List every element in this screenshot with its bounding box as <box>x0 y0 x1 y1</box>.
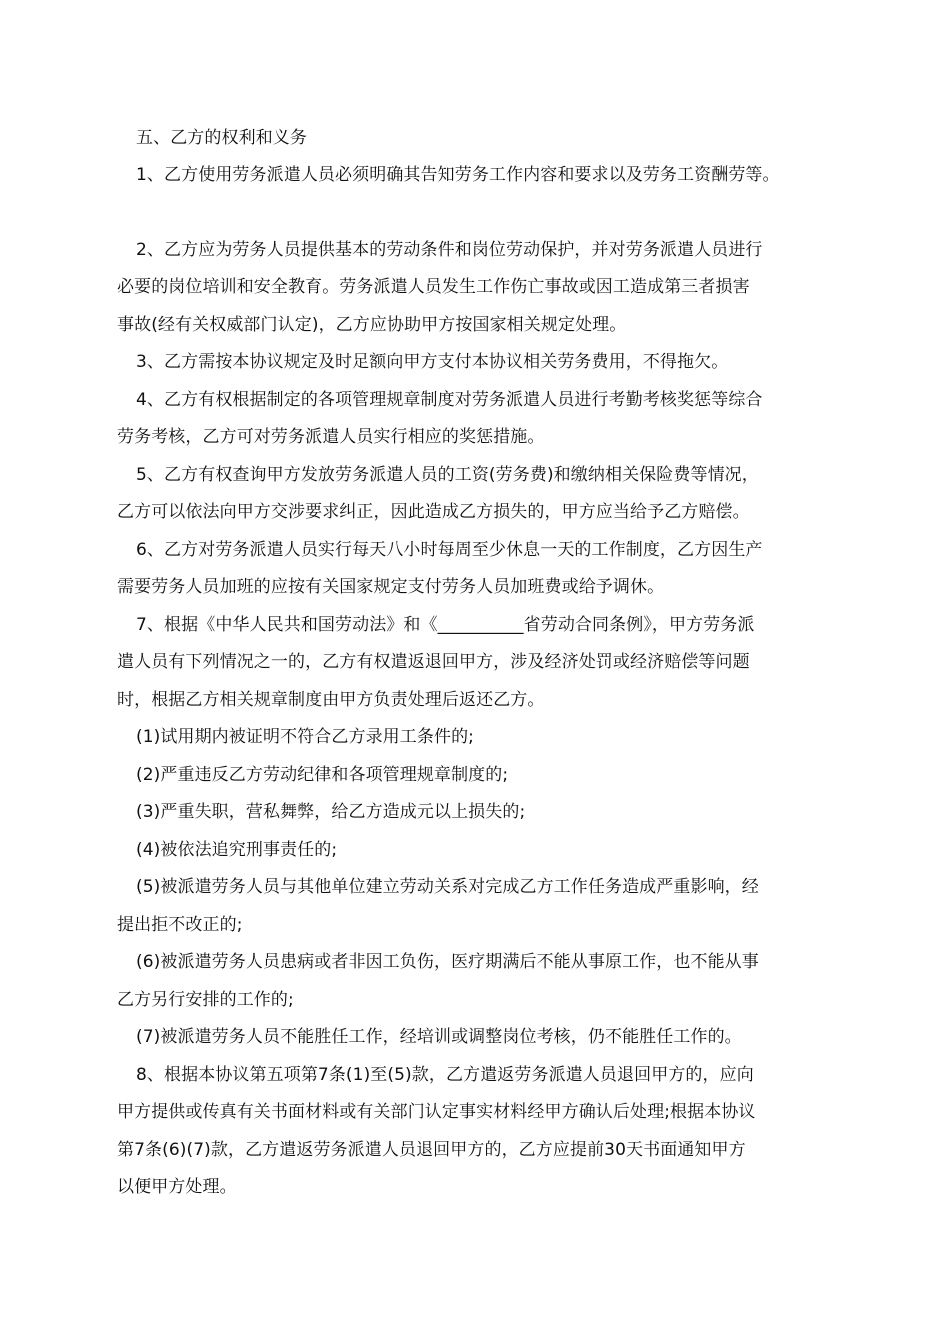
paragraph-line: 1、乙方使用劳务派遣人员必须明确其告知劳务工作内容和要求以及劳务工资酬劳等。 <box>136 165 780 185</box>
list-item: (7)被派遣劳务人员不能胜任工作，经培训或调整岗位考核，仍不能胜任工作的。 <box>136 1027 742 1047</box>
paragraph-line: 6、乙方对劳务派遣人员实行每天八小时每周至少休息一天的工作制度，乙方因生产 <box>136 540 763 560</box>
paragraph-line: 甲方提供或传真有关书面材料或有关部门认定事实材料经甲方确认后处理;根据本协议 <box>117 1102 756 1122</box>
paragraph-line: 需要劳务人员加班的应按有关国家规定支付劳务人员加班费或给予调休。 <box>117 577 665 597</box>
paragraph-line: 3、乙方需按本协议规定及时足额向甲方支付本协议相关劳务费用，不得拖欠。 <box>136 352 729 372</box>
paragraph-line: 2、乙方应为劳务人员提供基本的劳动条件和岗位劳动保护，并对劳务派遣人员进行 <box>136 240 763 260</box>
list-item: 提出拒不改正的; <box>117 915 243 935</box>
paragraph-line: 4、乙方有权根据制定的各项管理规章制度对劳务派遣人员进行考勤考核奖惩等综合 <box>136 390 763 410</box>
list-item: (5)被派遣劳务人员与其他单位建立劳动关系对完成乙方工作任务造成严重影响，经 <box>136 877 759 897</box>
paragraph-line: 7、根据《中华人民共和国劳动法》和《__________省劳动合同条例》，甲方劳务派 <box>136 615 755 635</box>
paragraph-line: 时，根据乙方相关规章制度由甲方负责处理后返还乙方。 <box>117 690 545 710</box>
paragraph-line: 以便甲方处理。 <box>117 1177 237 1197</box>
list-item: (6)被派遣劳务人员患病或者非因工负伤，医疗期满后不能从事原工作，也不能从事 <box>136 952 759 972</box>
paragraph-line: 劳务考核，乙方可对劳务派遣人员实行相应的奖惩措施。 <box>117 427 545 447</box>
paragraph-line: 乙方可以依法向甲方交涉要求纠正，因此造成乙方损失的，甲方应当给予乙方赔偿。 <box>117 502 750 522</box>
section-heading: 五、乙方的权利和义务 <box>136 128 307 148</box>
list-item: (1)试用期内被证明不符合乙方录用工条件的; <box>136 727 475 747</box>
list-item: (3)严重失职，营私舞弊，给乙方造成元以上损失的; <box>136 802 526 822</box>
paragraph-line: 必要的岗位培训和安全教育。劳务派遣人员发生工作伤亡事故或因工造成第三者损害 <box>117 277 750 297</box>
paragraph-line: 5、乙方有权查询甲方发放劳务派遣人员的工资(劳务费)和缴纳相关保险费等情况， <box>136 465 759 485</box>
list-item: (4)被依法追究刑事责任的; <box>136 840 338 860</box>
list-item: (2)严重违反乙方劳动纪律和各项管理规章制度的; <box>136 765 509 785</box>
paragraph-line: 8、根据本协议第五项第7条(1)至(5)款，乙方遣返劳务派遣人员退回甲方的，应向 <box>136 1065 754 1085</box>
paragraph-line: 遣人员有下列情况之一的，乙方有权遣返退回甲方，涉及经济处罚或经济赔偿等问题 <box>117 652 750 672</box>
paragraph-line: 事故(经有关权威部门认定)，乙方应协助甲方按国家相关规定处理。 <box>117 315 627 335</box>
paragraph-line: 第7条(6)(7)款，乙方遣返劳务派遣人员退回甲方的，乙方应提前30天书面通知甲方 <box>117 1140 746 1160</box>
list-item: 乙方另行安排的工作的; <box>117 990 294 1010</box>
